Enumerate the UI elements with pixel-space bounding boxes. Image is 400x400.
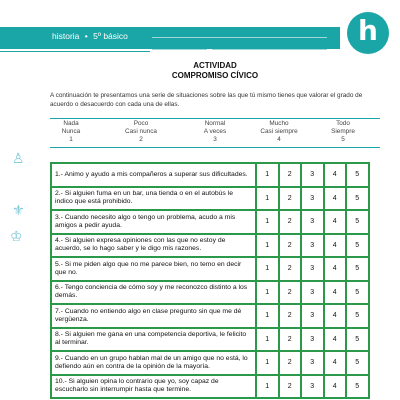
scale-top: Mucho — [269, 120, 289, 127]
question-row — [51, 257, 369, 281]
rating-option-4[interactable]: 4 — [324, 257, 347, 281]
course-label: curso — [152, 41, 167, 47]
rating-option-4[interactable]: 4 — [324, 375, 347, 399]
rating-option-2[interactable]: 2 — [279, 187, 302, 211]
rating-option-4[interactable]: 4 — [324, 351, 347, 375]
question-text: 3.- Cuando necesito algo o tengo un problema, acudo a mis amigos a pedir ayuda. — [51, 210, 256, 234]
rating-option-3[interactable]: 3 — [301, 351, 324, 375]
scale-num: 5 — [341, 136, 345, 143]
rating-option-5[interactable]: 5 — [346, 328, 369, 352]
rating-option-1[interactable]: 1 — [256, 210, 279, 234]
rating-option-3[interactable]: 3 — [301, 257, 324, 281]
question-row — [51, 210, 369, 234]
rating-option-1[interactable]: 1 — [256, 234, 279, 258]
fleur-icon: ⚜ — [12, 202, 25, 218]
rating-option-4[interactable]: 4 — [324, 234, 347, 258]
question-text: 9.- Cuando en un grupo hablan mal de un amigo que no está, lo defiendo aún en contra de la opinión de la mayoría. — [51, 351, 256, 375]
rating-option-1[interactable]: 1 — [256, 281, 279, 305]
rating-option-1[interactable]: 1 — [256, 187, 279, 211]
scale-num: 1 — [69, 136, 73, 143]
rating-option-1[interactable]: 1 — [256, 351, 279, 375]
questions-table — [50, 162, 370, 399]
rating-option-2[interactable]: 2 — [279, 304, 302, 328]
question-text: 1.- Animo y ayudo a mis compañeros a superar sus dificultades. — [51, 163, 256, 187]
figure-icon: ♙ — [12, 150, 25, 166]
rating-option-2[interactable]: 2 — [279, 375, 302, 399]
date-label: fecha — [212, 41, 227, 47]
rating-option-2[interactable]: 2 — [279, 351, 302, 375]
rating-option-3[interactable]: 3 — [301, 163, 324, 187]
scale-top: Nada — [63, 120, 79, 127]
scale-rule-top — [50, 118, 380, 119]
rating-option-3[interactable]: 3 — [301, 187, 324, 211]
page-title: ACTIVIDAD — [193, 61, 237, 70]
rating-option-2[interactable]: 2 — [279, 328, 302, 352]
subject-name: historia — [52, 31, 80, 41]
rating-option-4[interactable]: 4 — [324, 187, 347, 211]
name-label: nombre — [152, 29, 173, 35]
scale-item-2 — [110, 120, 172, 144]
question-text: 8.- Si alguien me gana en una competencia deportiva, le felicito al terminar. — [51, 328, 256, 352]
scale-top: Poco — [133, 120, 149, 127]
rating-option-1[interactable]: 1 — [256, 375, 279, 399]
question-text: 5.- Si me piden algo que no me parece bien, no temo en decir que no. — [51, 257, 256, 281]
rating-option-1[interactable]: 1 — [256, 304, 279, 328]
question-text: 7.- Cuando no entiendo algo en clase pregunto sin que me dé vergüenza. — [51, 304, 256, 328]
rating-option-5[interactable]: 5 — [346, 281, 369, 305]
rating-option-2[interactable]: 2 — [279, 281, 302, 305]
rating-option-5[interactable]: 5 — [346, 210, 369, 234]
side-ornaments — [6, 150, 32, 270]
scale-top: Normal — [204, 120, 226, 127]
question-row — [51, 328, 369, 352]
question-row — [51, 234, 369, 258]
rating-option-4[interactable]: 4 — [324, 281, 347, 305]
rating-option-3[interactable]: 3 — [301, 210, 324, 234]
scale-num: 2 — [139, 136, 143, 143]
question-text: 10.- Si alguien opina lo contrario que yo, soy capaz de escucharlo sin interrumpir hasta que termine. — [51, 375, 256, 399]
scale-item-4 — [248, 120, 310, 144]
rating-option-1[interactable]: 1 — [256, 163, 279, 187]
rating-option-5[interactable]: 5 — [346, 375, 369, 399]
logo-icon: h — [347, 12, 389, 54]
rating-option-3[interactable]: 3 — [301, 234, 324, 258]
rating-option-2[interactable]: 2 — [279, 210, 302, 234]
scale-item-1 — [40, 120, 102, 144]
subject-label — [52, 31, 128, 41]
crown-icon: ♔ — [10, 228, 23, 244]
rating-option-3[interactable]: 3 — [301, 375, 324, 399]
rating-option-3[interactable]: 3 — [301, 328, 324, 352]
rating-option-5[interactable]: 5 — [346, 234, 369, 258]
scale-num: 4 — [277, 136, 281, 143]
scale-bottom: Casi siempre — [260, 128, 298, 135]
date-field[interactable] — [212, 49, 327, 50]
question-row — [51, 163, 369, 187]
rating-option-3[interactable]: 3 — [301, 304, 324, 328]
course-field[interactable] — [152, 49, 207, 50]
rating-option-4[interactable]: 4 — [324, 210, 347, 234]
scale-item-5 — [312, 120, 374, 144]
rating-option-5[interactable]: 5 — [346, 304, 369, 328]
rating-option-1[interactable]: 1 — [256, 328, 279, 352]
page-subtitle: COMPROMISO CÍVICO — [171, 71, 259, 80]
rating-option-2[interactable]: 2 — [279, 257, 302, 281]
rating-option-5[interactable]: 5 — [346, 351, 369, 375]
scale-bottom: A veces — [203, 128, 227, 135]
question-row — [51, 351, 369, 375]
rating-option-5[interactable]: 5 — [346, 163, 369, 187]
header-underline — [0, 51, 150, 52]
question-text: 6.- Tengo conciencia de cómo soy y me reconozco distinto a los demás. — [51, 281, 256, 305]
rating-option-2[interactable]: 2 — [279, 234, 302, 258]
scale-bottom: Siempre — [331, 128, 355, 135]
rating-option-4[interactable]: 4 — [324, 304, 347, 328]
rating-option-5[interactable]: 5 — [346, 187, 369, 211]
subject-separator: • — [84, 31, 88, 41]
question-row — [51, 187, 369, 211]
scale-bottom: Casi nunca — [125, 128, 157, 135]
rating-option-1[interactable]: 1 — [256, 257, 279, 281]
scale-bottom: Nunca — [61, 128, 81, 135]
rating-option-2[interactable]: 2 — [279, 163, 302, 187]
rating-option-4[interactable]: 4 — [324, 328, 347, 352]
rating-option-4[interactable]: 4 — [324, 163, 347, 187]
question-row — [51, 304, 369, 328]
question-row — [51, 281, 369, 305]
scale-item-3 — [184, 120, 246, 144]
intro-text: A continuación te presentamos una serie de situaciones sobre las que tú mismo tienes que valorar el grado de acuerdo o desacuerdo con cada una de ellas. — [50, 92, 363, 108]
question-row — [51, 375, 369, 399]
rating-option-5[interactable]: 5 — [346, 257, 369, 281]
scale-top: Todo — [336, 120, 350, 127]
name-field[interactable] — [152, 37, 327, 38]
grade-name: 5º básico — [93, 31, 128, 41]
question-text: 2.- Si alguien fuma en un bar, una tienda o en el autobús le indico que está prohibido. — [51, 187, 256, 211]
rating-option-3[interactable]: 3 — [301, 281, 324, 305]
scale-rule-bottom — [50, 147, 380, 148]
scale-num: 3 — [213, 136, 217, 143]
question-text: 4.- Si alguien expresa opiniones con las que no estoy de acuerdo, se lo hago saber y le digo mis razones. — [51, 234, 256, 258]
